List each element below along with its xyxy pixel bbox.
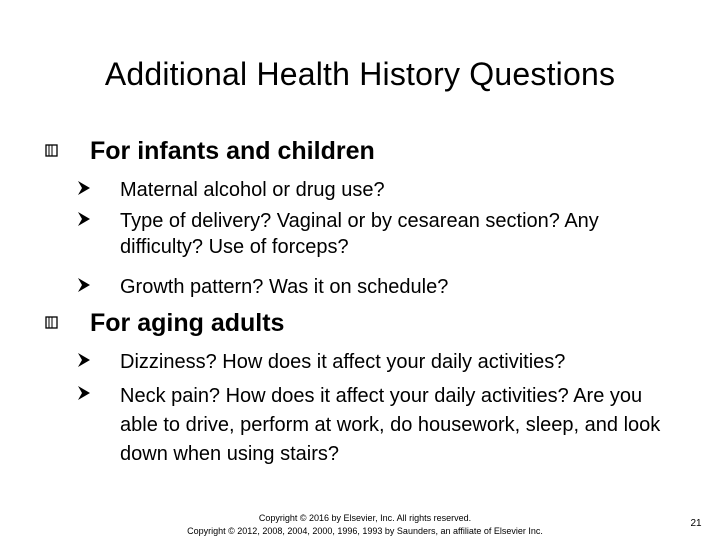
arrow-bullet-icon [78,212,90,226]
section-label: For infants and children [90,137,375,165]
arrow-bullet-icon [78,353,90,367]
list-item-text: Dizziness? How does it affect your daily activities? [120,351,566,373]
copyright-line: Copyright © 2012, 2008, 2004, 2000, 1996, 1993 by Saunders, an affiliate of Elsevier Inc. [187,526,543,536]
square-bullet-icon [45,313,63,333]
section-label: For aging adults [90,309,285,337]
list-item-text: Type of delivery? Vaginal or by cesarean section? Any difficulty? Use of forceps? [120,210,599,258]
list-item-text: Neck pain? How does it affect your daily activities? Are you able to drive, perform at work, do housework, sleep, and look down when using stairs? [120,385,661,465]
page-number: 21 [690,518,702,529]
copyright-line: Copyright © 2016 by Elsevier, Inc. All rights reserved. [258,513,472,523]
arrow-bullet-icon [78,386,90,400]
arrow-bullet-icon [78,278,90,292]
list-item-text: Growth pattern? Was it on schedule? [120,276,449,298]
arrow-bullet-icon [78,181,90,195]
copyright-footer [160,512,570,538]
list-item-text: Maternal alcohol or drug use? [120,179,385,201]
square-bullet-icon [45,141,63,161]
slide-title: Additional Health History Questions [104,56,616,92]
